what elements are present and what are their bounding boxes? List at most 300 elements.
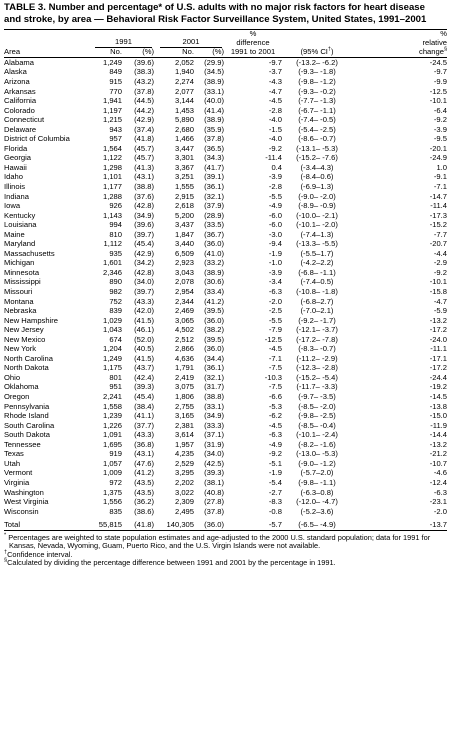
cell-p2: (42.5) bbox=[204, 458, 224, 468]
cell-rel: -17.2 bbox=[429, 363, 447, 373]
cell-p1: (43.7) bbox=[134, 363, 154, 373]
cell-n1: 2,241 bbox=[102, 392, 122, 402]
cell-diff: -8.3 bbox=[268, 497, 282, 507]
cell-rel: -13.2 bbox=[429, 439, 447, 449]
cell-p1: (39.7) bbox=[134, 229, 154, 239]
table-row bbox=[4, 239, 447, 249]
cell-diff: -3.4 bbox=[268, 277, 282, 287]
footnote-mark: § bbox=[4, 558, 8, 564]
table-row bbox=[4, 373, 447, 383]
table-row bbox=[4, 459, 447, 469]
cell-n1: 1,112 bbox=[103, 239, 122, 249]
cell-p2: (33.5) bbox=[204, 220, 224, 230]
cell-ci: (-6.5– -4.9) bbox=[298, 520, 336, 530]
cell-n2: 2,381 bbox=[174, 420, 194, 430]
cell-area: North Dakota bbox=[4, 363, 49, 373]
cell-p1: (34.9) bbox=[134, 210, 154, 220]
cell-diff: -5.1 bbox=[268, 458, 282, 468]
cell-rel: -9.2 bbox=[433, 267, 447, 277]
cell-area: Indiana bbox=[4, 191, 29, 201]
footnote bbox=[4, 534, 447, 551]
table-row bbox=[4, 354, 447, 364]
cell-rel: 1.0 bbox=[436, 162, 447, 172]
table-row bbox=[4, 449, 447, 459]
cell-p2: (31.9) bbox=[204, 439, 224, 449]
cell-n2: 3,447 bbox=[174, 143, 194, 153]
cell-n2: 6,509 bbox=[174, 248, 194, 258]
cell-p2: (28.9) bbox=[204, 210, 224, 220]
cell-p1: (46.1) bbox=[134, 325, 154, 335]
cell-n1: 1,215 bbox=[102, 115, 122, 125]
cell-n2: 2,077 bbox=[174, 86, 194, 96]
cell-diff: -5.5 bbox=[268, 191, 282, 201]
cell-p1: (39.6) bbox=[134, 57, 154, 67]
cell-area: Maryland bbox=[4, 239, 36, 249]
cell-p2: (38.8) bbox=[204, 392, 224, 402]
cell-ci: (-5.5–1.7) bbox=[300, 248, 334, 258]
cell-rel: -14.5 bbox=[429, 392, 447, 402]
cell-n2: 1,555 bbox=[174, 182, 194, 191]
cell-area: Mississippi bbox=[4, 277, 41, 287]
cell-diff: -0.8 bbox=[268, 506, 282, 516]
cell-n2: 3,295 bbox=[174, 468, 194, 478]
table-row bbox=[4, 67, 447, 77]
relchange-header-3: change§ bbox=[419, 46, 447, 56]
table-row bbox=[4, 106, 447, 116]
table-row bbox=[4, 249, 447, 259]
cell-n1: 1,249 bbox=[102, 353, 122, 363]
cell-rel: -21.2 bbox=[429, 449, 447, 459]
cell-p2: (36.0) bbox=[204, 315, 224, 325]
cell-n2: 2,923 bbox=[174, 258, 194, 268]
cell-n1: 1,375 bbox=[102, 487, 122, 497]
area-header: Area bbox=[4, 46, 21, 56]
cell-diff: -2.8 bbox=[268, 182, 282, 191]
cell-rel: -14.4 bbox=[429, 430, 447, 440]
cell-ci: (-9.3– -1.8) bbox=[298, 67, 336, 77]
cell-p1: (38.6) bbox=[134, 506, 154, 516]
cell-n2: 2,419 bbox=[174, 372, 194, 382]
cell-p1: (42.9) bbox=[134, 115, 154, 125]
cell-area: Florida bbox=[4, 143, 28, 153]
cell-n2: 3,437 bbox=[174, 220, 194, 230]
cell-rel: -12.5 bbox=[429, 86, 447, 96]
total-row bbox=[4, 519, 447, 530]
cell-p1: (43.5) bbox=[134, 487, 154, 497]
table-row bbox=[4, 258, 447, 268]
cell-p1: (45.7) bbox=[134, 143, 154, 153]
table-row bbox=[4, 468, 447, 478]
cell-ci: (-6.8–2.7) bbox=[300, 296, 334, 306]
cell-diff: -3.9 bbox=[268, 267, 282, 277]
cell-n2: 2,469 bbox=[174, 306, 194, 316]
cell-p2: (40.8) bbox=[204, 487, 224, 497]
cell-p1: (43.5) bbox=[134, 477, 154, 487]
cell-ci: (-6.8– -1.1) bbox=[298, 267, 336, 277]
cell-rel: -19.2 bbox=[429, 382, 447, 392]
cell-area: Missouri bbox=[4, 287, 33, 297]
cell-p2: (34.3) bbox=[204, 153, 224, 163]
cell-ci: (-15.2– -7.6) bbox=[296, 153, 338, 163]
cell-diff: -4.5 bbox=[268, 344, 282, 354]
table-row bbox=[4, 172, 447, 182]
cell-p2: (38.9) bbox=[204, 76, 224, 86]
cell-diff: -5.4 bbox=[268, 477, 282, 487]
cell-ci: (-13.1– -5.3) bbox=[296, 143, 338, 153]
cell-n1: 752 bbox=[109, 296, 122, 306]
cell-rel: -9.9 bbox=[433, 76, 447, 86]
cell-diff: 0.4 bbox=[271, 162, 282, 172]
table-row bbox=[4, 125, 447, 135]
table-row bbox=[4, 382, 447, 392]
cell-p1: (37.6) bbox=[134, 191, 154, 201]
cell-area: Arizona bbox=[4, 76, 30, 86]
cell-p1: (43.1) bbox=[134, 172, 154, 182]
table-row bbox=[4, 163, 447, 173]
cell-n1: 1,177 bbox=[102, 182, 122, 191]
table-row bbox=[4, 134, 447, 144]
cell-p2: (40.0) bbox=[204, 96, 224, 106]
cell-n1: 801 bbox=[109, 372, 122, 382]
cell-ci: (-8.3– -0.7) bbox=[298, 344, 336, 354]
pct-diff-header-2: difference bbox=[236, 38, 270, 48]
cell-diff: -6.2 bbox=[268, 411, 282, 421]
cell-diff: -4.9 bbox=[268, 201, 282, 211]
cell-area: West Virginia bbox=[4, 497, 49, 507]
cell-n2: 2,512 bbox=[174, 334, 194, 344]
cell-p1: (37.7) bbox=[134, 420, 154, 430]
pct-2001-header: (%) bbox=[212, 46, 224, 56]
cell-rel: -12.4 bbox=[429, 477, 447, 487]
cell-p2: (36.5) bbox=[204, 143, 224, 153]
cell-diff: -4.9 bbox=[268, 439, 282, 449]
cell-diff: -1.9 bbox=[268, 468, 282, 478]
cell-n2: 5,890 bbox=[174, 115, 194, 125]
cell-n2: 2,078 bbox=[174, 277, 194, 287]
table-row bbox=[4, 87, 447, 97]
cell-p2: (36.1) bbox=[204, 363, 224, 373]
cell-p2: (38.9) bbox=[204, 115, 224, 125]
cell-diff: -1.5 bbox=[268, 124, 282, 134]
cell-n2: 2,309 bbox=[174, 497, 194, 507]
cell-area: Arkansas bbox=[4, 86, 36, 96]
cell-diff: -3.9 bbox=[268, 172, 282, 182]
cell-n2: 4,502 bbox=[174, 325, 194, 335]
cell-n2: 2,954 bbox=[174, 287, 194, 297]
table-row bbox=[4, 402, 447, 412]
cell-p1: (41.1) bbox=[134, 411, 154, 421]
cell-ci: (-8.4–0.6) bbox=[300, 172, 334, 182]
table-row bbox=[4, 192, 447, 202]
cell-rel: -7.7 bbox=[433, 229, 447, 239]
cell-p1: (42.4) bbox=[134, 372, 154, 382]
cell-n2: 2,680 bbox=[174, 124, 194, 134]
cell-diff: -9.2 bbox=[268, 143, 282, 153]
cell-ci: (-7.4– -0.5) bbox=[298, 115, 336, 125]
cell-area: District of Columbia bbox=[4, 134, 70, 144]
table-header bbox=[4, 30, 447, 58]
cell-diff: -2.5 bbox=[268, 306, 282, 316]
cell-n1: 1,175 bbox=[102, 363, 122, 373]
cell-n1: 55,815 bbox=[98, 520, 122, 530]
table-row bbox=[4, 144, 447, 154]
table-row bbox=[4, 220, 447, 230]
cell-p2: (39.5) bbox=[204, 334, 224, 344]
relchange-header-2: relative bbox=[422, 38, 447, 48]
cell-n2: 5,200 bbox=[174, 210, 194, 220]
cell-ci: (-13.2– -6.2) bbox=[296, 57, 338, 67]
cell-p1: (36.2) bbox=[134, 497, 154, 507]
cell-rel: -2.9 bbox=[433, 258, 447, 268]
cell-rel: -13.8 bbox=[429, 401, 447, 411]
cell-p1: (47.6) bbox=[134, 458, 154, 468]
cell-ci: (-9.3– -0.2) bbox=[298, 86, 336, 96]
cell-area: Maine bbox=[4, 229, 25, 239]
cell-p2: (37.8) bbox=[204, 506, 224, 516]
cell-n2: 3,367 bbox=[174, 162, 194, 172]
cell-diff: -9.2 bbox=[268, 449, 282, 459]
cell-p2: (38.2) bbox=[204, 325, 224, 335]
cell-n2: 3,075 bbox=[174, 382, 194, 392]
cell-p2: (37.1) bbox=[204, 430, 224, 440]
cell-p1: (38.3) bbox=[134, 67, 154, 77]
cell-diff: -6.3 bbox=[268, 430, 282, 440]
table-row bbox=[4, 507, 447, 517]
cell-p1: (39.3) bbox=[134, 382, 154, 392]
cell-p2: (36.0) bbox=[204, 520, 224, 530]
cell-p2: (30.6) bbox=[204, 277, 224, 287]
cell-area: Alabama bbox=[4, 57, 34, 67]
cell-p2: (36.0) bbox=[204, 239, 224, 249]
cell-area: Hawaii bbox=[4, 162, 27, 172]
cell-n1: 994 bbox=[109, 220, 122, 230]
cell-ci: (-7.0–2.1) bbox=[300, 306, 334, 316]
cell-diff: -11.4 bbox=[265, 153, 282, 163]
cell-ci: (-7.7– -1.3) bbox=[298, 96, 336, 106]
cell-rel: -11.9 bbox=[430, 420, 447, 430]
footnote bbox=[4, 559, 447, 568]
table-row bbox=[4, 430, 447, 440]
cell-ci: (-6.7– -1.1) bbox=[298, 105, 336, 115]
cell-p2: (39.3) bbox=[204, 468, 224, 478]
footnote-mark: * bbox=[4, 532, 7, 539]
cell-ci: (-8.5– -0.4) bbox=[298, 420, 336, 430]
cell-area: Rhode Island bbox=[4, 411, 49, 421]
cell-area: Georgia bbox=[4, 153, 32, 163]
cell-diff: -2.8 bbox=[268, 105, 282, 115]
cell-area: Texas bbox=[4, 449, 24, 459]
cell-rel: -17.2 bbox=[429, 325, 447, 335]
cell-area: California bbox=[4, 96, 37, 106]
cell-p1: (45.4) bbox=[134, 239, 154, 249]
cell-area: Minnesota bbox=[4, 267, 40, 277]
cell-n2: 2,866 bbox=[174, 344, 194, 354]
table-row bbox=[4, 497, 447, 507]
cell-rel: -4.7 bbox=[433, 296, 447, 306]
cell-n2: 2,052 bbox=[174, 57, 194, 67]
cell-n2: 2,618 bbox=[174, 201, 194, 211]
cell-n1: 951 bbox=[109, 382, 122, 392]
cell-p1: (44.5) bbox=[134, 96, 154, 106]
cell-n2: 3,251 bbox=[174, 172, 194, 182]
cell-ci: (-11.2– -2.9) bbox=[296, 353, 338, 363]
cell-diff: -5.5 bbox=[268, 315, 282, 325]
cell-n2: 3,144 bbox=[174, 96, 194, 106]
footnote-mark: † bbox=[4, 549, 8, 556]
cell-area: North Carolina bbox=[4, 353, 53, 363]
cell-ci: (-7.4–1.3) bbox=[300, 229, 334, 239]
cell-p2: (36.1) bbox=[204, 182, 224, 191]
cell-ci: (-10.8– -1.8) bbox=[296, 287, 338, 297]
footnote-text: Calculated by dividing the percentage difference between 1991 and 2001 by the percentage in 1991. bbox=[7, 558, 336, 568]
cell-n1: 1,941 bbox=[102, 96, 122, 106]
cell-diff: -9.4 bbox=[268, 239, 282, 249]
cell-p1: (36.8) bbox=[134, 439, 154, 449]
table-row bbox=[4, 96, 447, 106]
cell-ci: (-5.2–3.6) bbox=[300, 506, 334, 516]
cell-n1: 1,558 bbox=[102, 401, 122, 411]
cell-ci: (-8.2– -1.6) bbox=[298, 439, 336, 449]
cell-diff: -10.3 bbox=[264, 372, 282, 382]
cell-p1: (38.8) bbox=[134, 182, 154, 191]
cell-n2: 2,529 bbox=[174, 458, 194, 468]
cell-p2: (33.2) bbox=[204, 258, 224, 268]
cell-area: Oregon bbox=[4, 392, 30, 402]
cell-area: New Mexico bbox=[4, 334, 46, 344]
cell-p1: (37.4) bbox=[134, 124, 154, 134]
cell-ci: (-8.6– -0.7) bbox=[298, 134, 336, 144]
cell-p2: (37.9) bbox=[204, 201, 224, 211]
cell-ci: (-3.4–4.3) bbox=[300, 162, 334, 172]
cell-n1: 849 bbox=[109, 67, 122, 77]
cell-rel: -13.7 bbox=[429, 520, 447, 530]
cell-p1: (43.2) bbox=[134, 76, 154, 86]
table-row bbox=[4, 440, 447, 450]
cell-n1: 943 bbox=[109, 124, 122, 134]
cell-n2: 3,301 bbox=[174, 153, 194, 163]
cell-p1: (42.8) bbox=[134, 267, 154, 277]
cell-rel: -6.4 bbox=[433, 105, 447, 115]
cell-n2: 1,791 bbox=[174, 363, 194, 373]
table-row bbox=[4, 316, 447, 326]
cell-rel: -11.4 bbox=[430, 201, 447, 211]
cell-rel: -13.2 bbox=[429, 315, 447, 325]
cell-p2: (36.0) bbox=[204, 344, 224, 354]
cell-ci: (-9.2– -1.7) bbox=[298, 315, 336, 325]
footnote-text: Percentages are weighted to state population estimates and age-adjusted to the 2000 U.S. standard population; data for 1991 for Kansas, Nevada, Wyoming, Guam, Puerto Rico, and the U.S. Virgin Islands were not available. bbox=[6, 532, 431, 551]
cell-rel: -7.1 bbox=[433, 182, 447, 191]
cell-area: Iowa bbox=[4, 201, 21, 211]
cell-rel: -9.1 bbox=[433, 172, 447, 182]
cell-rel: -14.7 bbox=[429, 191, 447, 201]
cell-ci: (-13.3– -5.5) bbox=[296, 239, 338, 249]
cell-n1: 1,197 bbox=[102, 105, 122, 115]
cell-p2: (34.5) bbox=[204, 67, 224, 77]
cell-area: Alaska bbox=[4, 67, 27, 77]
cell-n1: 2,346 bbox=[102, 267, 122, 277]
cell-diff: -12.5 bbox=[264, 334, 282, 344]
cell-area: Massachusetts bbox=[4, 248, 55, 258]
pct-diff-header-3: 1991 to 2001 bbox=[230, 46, 276, 56]
cell-rel: -2.0 bbox=[433, 506, 447, 516]
table-body bbox=[4, 58, 447, 530]
cell-n1: 1,226 bbox=[102, 420, 122, 430]
cell-diff: -4.0 bbox=[268, 134, 282, 144]
cell-n1: 1,601 bbox=[102, 258, 122, 268]
cell-p1: (41.5) bbox=[134, 315, 154, 325]
cell-p1: (39.6) bbox=[134, 220, 154, 230]
cell-diff: -4.3 bbox=[268, 76, 282, 86]
cell-ci: (-9.8– -1.1) bbox=[298, 477, 336, 487]
cell-area: Delaware bbox=[4, 124, 37, 134]
cell-n1: 810 bbox=[109, 229, 122, 239]
cell-area: South Carolina bbox=[4, 420, 55, 430]
cell-rel: -5.9 bbox=[433, 306, 447, 316]
table-row bbox=[4, 201, 447, 211]
cell-rel: -10.1 bbox=[429, 96, 447, 106]
cell-diff: -2.0 bbox=[268, 296, 282, 306]
cell-area: Colorado bbox=[4, 105, 35, 115]
cell-p1: (41.2) bbox=[134, 468, 154, 478]
cell-p2: (38.1) bbox=[204, 477, 224, 487]
cell-rel: -17.1 bbox=[429, 353, 447, 363]
cell-n1: 1,091 bbox=[102, 430, 122, 440]
cell-ci: (-9.8– -2.5) bbox=[298, 411, 336, 421]
cell-diff: -4.7 bbox=[268, 86, 282, 96]
cell-n2: 1,847 bbox=[174, 229, 194, 239]
cell-p1: (43.3) bbox=[134, 296, 154, 306]
cell-rel: -24.5 bbox=[429, 57, 447, 67]
table-title: TABLE 3. Number and percentage* of U.S. adults with no major risk factors for heart disease and stroke, by area — Behavioral Risk Factor Surveillance System, United States, 1991–2001 bbox=[4, 2, 427, 25]
cell-n2: 3,022 bbox=[174, 487, 194, 497]
cell-p1: (44.2) bbox=[134, 105, 154, 115]
cell-rel: -23.1 bbox=[429, 497, 447, 507]
data-table bbox=[4, 30, 447, 530]
cell-area: New York bbox=[4, 344, 37, 354]
table-row bbox=[4, 287, 447, 297]
cell-rel: -15.8 bbox=[429, 287, 447, 297]
cell-n2: 2,202 bbox=[174, 477, 194, 487]
cell-n1: 1,122 bbox=[102, 153, 122, 163]
cell-ci: (-12.1– -3.7) bbox=[296, 325, 338, 335]
cell-p1: (45.4) bbox=[134, 392, 154, 402]
cell-n1: 1,009 bbox=[102, 468, 122, 478]
cell-n2: 1,806 bbox=[174, 392, 194, 402]
cell-diff: -7.1 bbox=[268, 353, 282, 363]
cell-n1: 1,249 bbox=[102, 57, 122, 67]
cell-rel: -15.0 bbox=[429, 411, 447, 421]
cell-p2: (41.7) bbox=[204, 162, 224, 172]
year-2001-header: 2001 bbox=[154, 38, 224, 47]
cell-n2: 2,274 bbox=[174, 76, 194, 86]
cell-diff: -1.0 bbox=[268, 258, 282, 268]
cell-n1: 919 bbox=[109, 449, 122, 459]
cell-rel: -24.4 bbox=[429, 372, 447, 382]
bottom-rule bbox=[4, 530, 447, 531]
cell-rel: -9.7 bbox=[433, 67, 447, 77]
cell-p1: (37.8) bbox=[134, 86, 154, 96]
cell-rel: -4.4 bbox=[433, 248, 447, 258]
cell-area: South Dakota bbox=[4, 430, 51, 440]
table-row bbox=[4, 335, 447, 345]
cell-rel: -10.1 bbox=[429, 277, 447, 287]
cell-n1: 1,288 bbox=[102, 191, 122, 201]
cell-p2: (34.4) bbox=[204, 353, 224, 363]
table-row bbox=[4, 230, 447, 240]
cell-rel: -15.2 bbox=[429, 220, 447, 230]
table-row bbox=[4, 325, 447, 335]
cell-diff: -5.3 bbox=[268, 401, 282, 411]
